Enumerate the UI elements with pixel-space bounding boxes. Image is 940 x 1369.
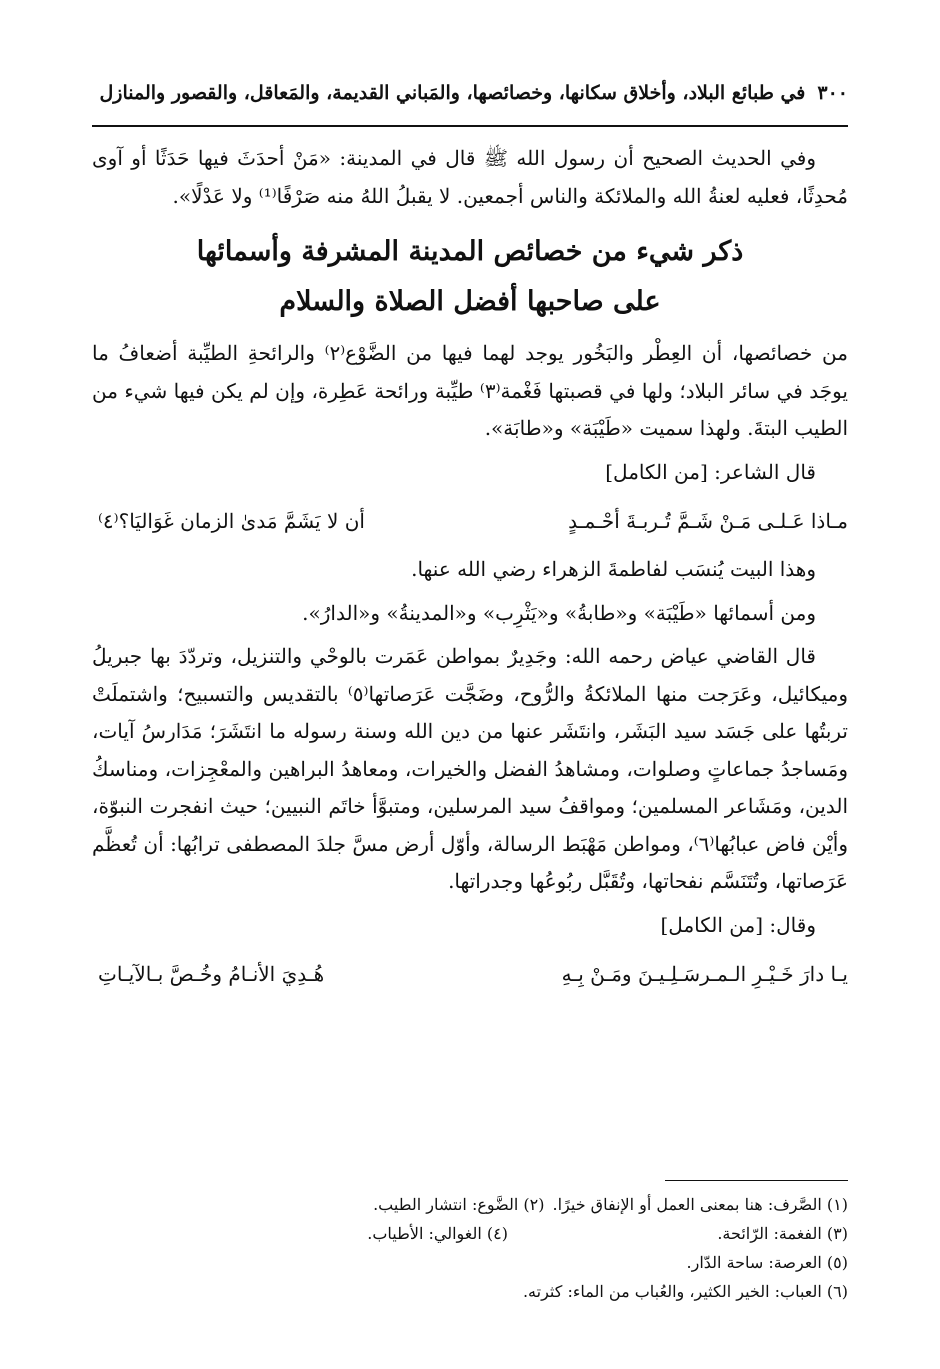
paragraph-khasais: من خصائصها، أن العِطْر والبَخُور يوجد لهما فيها من الضَّوْع⁽٢⁾ والرائحةِ الطيِّبة أضعافُ ما يوجَد في سائر البلاد؛ ولها في قصبتها فَغْمة⁽٣⁾ طيِّبة ورائحة عَطِرة، وإن لم يكن فيها شيء من الطيب البتةَ. ولهذا سميت «طَيْبَة» و«طابَة».: [92, 341, 848, 440]
footnote-row: [92, 1248, 848, 1277]
footnote-row: [92, 1219, 848, 1248]
poet-intro-1: قال الشاعر: [من الكامل]: [605, 459, 816, 484]
poet-intro-2: وقال: [من الكامل]: [660, 912, 816, 937]
verse-2: [92, 944, 848, 1004]
paragraph-hadith: وفي الحديث الصحيح أن رسول الله ﷺ قال في المدينة: «مَنْ أحدَثَ فيها حَدَثًا أو آوى مُحدِثًا، فعليه لعنةُ الله والملائكة والناس أجمعين. لا يقبلُ اللهُ منه صَرْفًا⁽¹⁾ ولا عَدْلًا».: [92, 146, 848, 208]
header-rule: [92, 125, 848, 127]
footnotes: [92, 1190, 848, 1306]
verse-1: [92, 491, 848, 551]
page-number: ٣٠٠: [817, 82, 848, 104]
paragraph-fatima: وهذا البيت يُنسَب لفاطمةَ الزهراء رضي الله عنها.: [411, 557, 816, 581]
footnote-6: (٦) العباب: الخير الكثير، والعُباب من الماء: كثرته.: [522, 1282, 848, 1301]
footnote-2: (٢) الضَّوع: انتشار الطيب.: [373, 1195, 545, 1214]
verse-1-hemistich-2: أن لا يَشَمَّ مَدىٰ الزمان غَوَاليَا؟⁽٤⁾: [98, 509, 365, 533]
heading-line-2: على صاحبها أفضل الصلاة والسلام: [279, 286, 661, 317]
verse-2-hemistich-2: هُـدِيَ الأنـامُ وخُـصَّ بـالآيـاتِ: [98, 962, 325, 986]
heading-line-1: ذكر شيء من خصائص المدينة المشرفة وأسمائها: [196, 236, 744, 267]
footnote-rule: [665, 1180, 848, 1181]
main-text: [92, 140, 848, 1004]
verse-2-hemistich-1: يـا دارَ خَـيْـرِ الـمـرسَـلِـيـنَ ومَـنْ بِـهِ: [561, 962, 848, 986]
running-title: في طبائع البلاد، وأخلاق سكانها، وخصائصها، والمَباني القديمة، والمَعاقل، والقصور والمنازل: [99, 82, 806, 104]
paragraph-names: ومن أسمائها «طَيْبَة» و«طابةُ» و«يَثْرِب» و«المدينةُ» و«الدارُ».: [302, 600, 816, 625]
running-header: [92, 82, 848, 104]
footnote-row: [92, 1277, 848, 1306]
section-heading: [92, 227, 848, 327]
footnote-5: (٥) العرصة: ساحة الدّار.: [686, 1253, 848, 1272]
footnote-1: (١) الصَّرف: هنا بمعنى العمل أو الإنفاق خيرًا.: [552, 1195, 848, 1214]
footnote-3: (٣) الفغمة: الرّائحة.: [717, 1224, 848, 1243]
footnote-4: (٤) الغوالي: الأطياب.: [367, 1224, 508, 1243]
verse-1-hemistich-1: مـاذا عَـلـى مَـنْ شَـمَّ تُـربـةَ أحْـمـدٍ: [568, 509, 848, 533]
footnote-row: [92, 1190, 848, 1219]
paragraph-iyad: قال القاضي عياض رحمه الله: وجَدِيرٌ بمواطن عَمَرت بالوحْي والتنزيل، وتردّدَ بها جبريلُ وميكائيل، وعَرَجت منها الملائكةُ والرُّوح، وضَجَّت عَرَصاتها⁽٥⁾ بالتقديس والتسبيح؛ واشتملَتْ تربتُها على جَسَد سيد البَشَر، وانتَشَر عنها من دين الله وسنة رسوله ما انتَشَرَ؛ مَدَارسُ آيات، ومَساجدُ جماعاتٍ وصلوات، ومشاهدُ الفضل والخيرات، ومعاهدُ البراهين والمعْجِزات، ومناسكُ الدين، ومَشَاعر المسلمين؛ ومواقفُ سيد المرسلين، ومتبوَّأ خاتَم النبيين؛ حيث انفجرت النبوّة، وأيْن فاض عبابُها⁽٦⁾، ومواطن مَهْبَط الرسالة، وأوّل أرض مسَّ جلدَ المصطفى ترابُها: أن تُعظَّم عَرَصاتها، وتُتَنَسَّم نفحاتها، وتُقَبَّل ربُوعُها وجدراتها.: [92, 644, 849, 893]
